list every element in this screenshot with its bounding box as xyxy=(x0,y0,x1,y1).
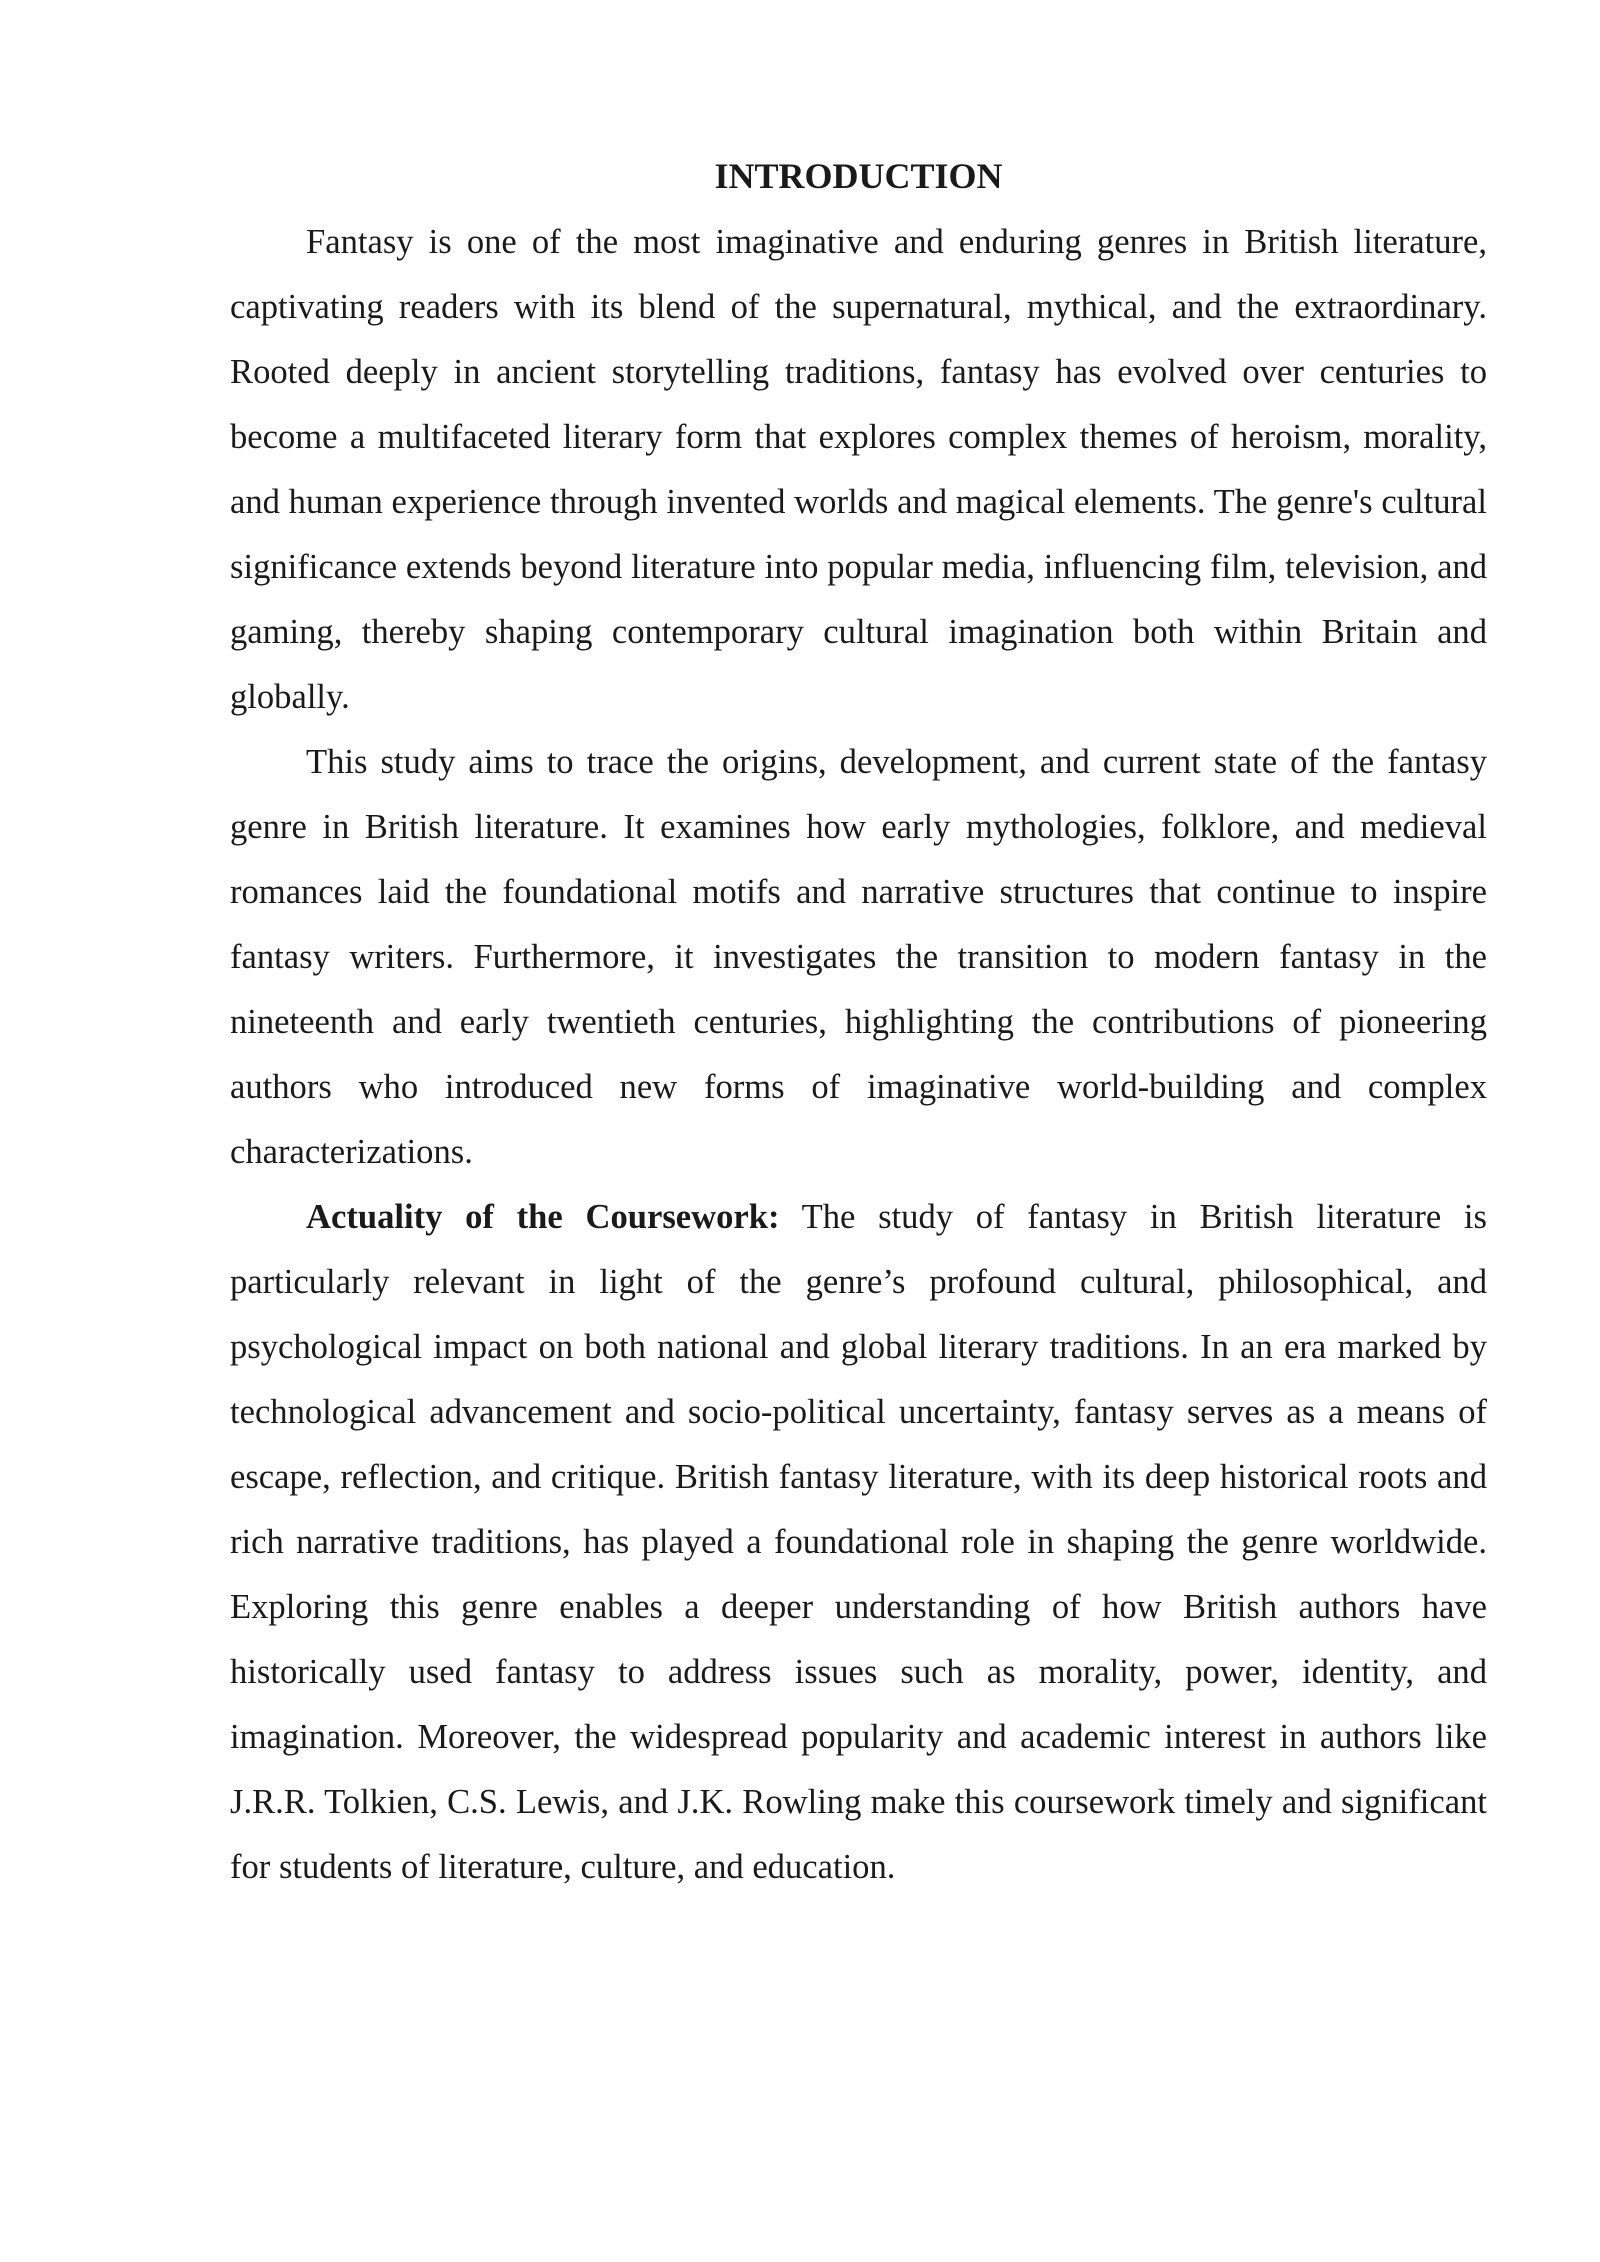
paragraph-intro-text: Fantasy is one of the most imaginative and enduring genres in British literature, captivating readers with its blend of the supernatural, mythical, and the extraordinary. Rooted deeply in ancient storytelling traditions, fantasy has evolved over centuries to become a multifaceted literary form that explores complex themes of heroism, morality, and human experience through invented worlds and magical elements. The genre's cultural significance extends beyond literature into popular media, influencing film, television, and gaming, thereby shaping contemporary cultural imagination both within Britain and globally. xyxy=(230,223,1487,716)
paragraph-actuality-lead: Actuality of the Coursework: xyxy=(306,1198,780,1236)
paragraph-actuality-text: The study of fantasy in British literature is particularly relevant in light of the genre’s profound cultural, philosophical, and psychological impact on both national and global literary traditions. In an era marked by technological advancement and socio-political uncertainty, fantasy serves as a means of escape, reflection, and critique. British fantasy literature, with its deep historical roots and rich narrative traditions, has played a foundational role in shaping the genre worldwide. Exploring this genre enables a deeper understanding of how British authors have historically used fantasy to address issues such as morality, power, identity, and imagination. Moreover, the widespread popularity and academic interest in authors like J.R.R. Tolkien, C.S. Lewis, and J.K. Rowling make this coursework timely and significant for students of literature, culture, and education. xyxy=(230,1198,1487,1886)
document-body xyxy=(230,148,1487,1900)
paragraph-actuality xyxy=(230,1185,1487,1900)
paragraph-study-aims-text: This study aims to trace the origins, development, and current state of the fantasy genre in British literature. It examines how early mythologies, folklore, and medieval romances laid the foundational motifs and narrative structures that continue to inspire fantasy writers. Furthermore, it investigates the transition to modern fantasy in the nineteenth and early twentieth centuries, highlighting the contributions of pioneering authors who introduced new forms of imaginative world-building and complex characterizations. xyxy=(230,743,1487,1171)
section-heading: INTRODUCTION xyxy=(714,156,1003,196)
paragraph-study-aims xyxy=(230,730,1487,1185)
paragraph-intro xyxy=(230,210,1487,730)
